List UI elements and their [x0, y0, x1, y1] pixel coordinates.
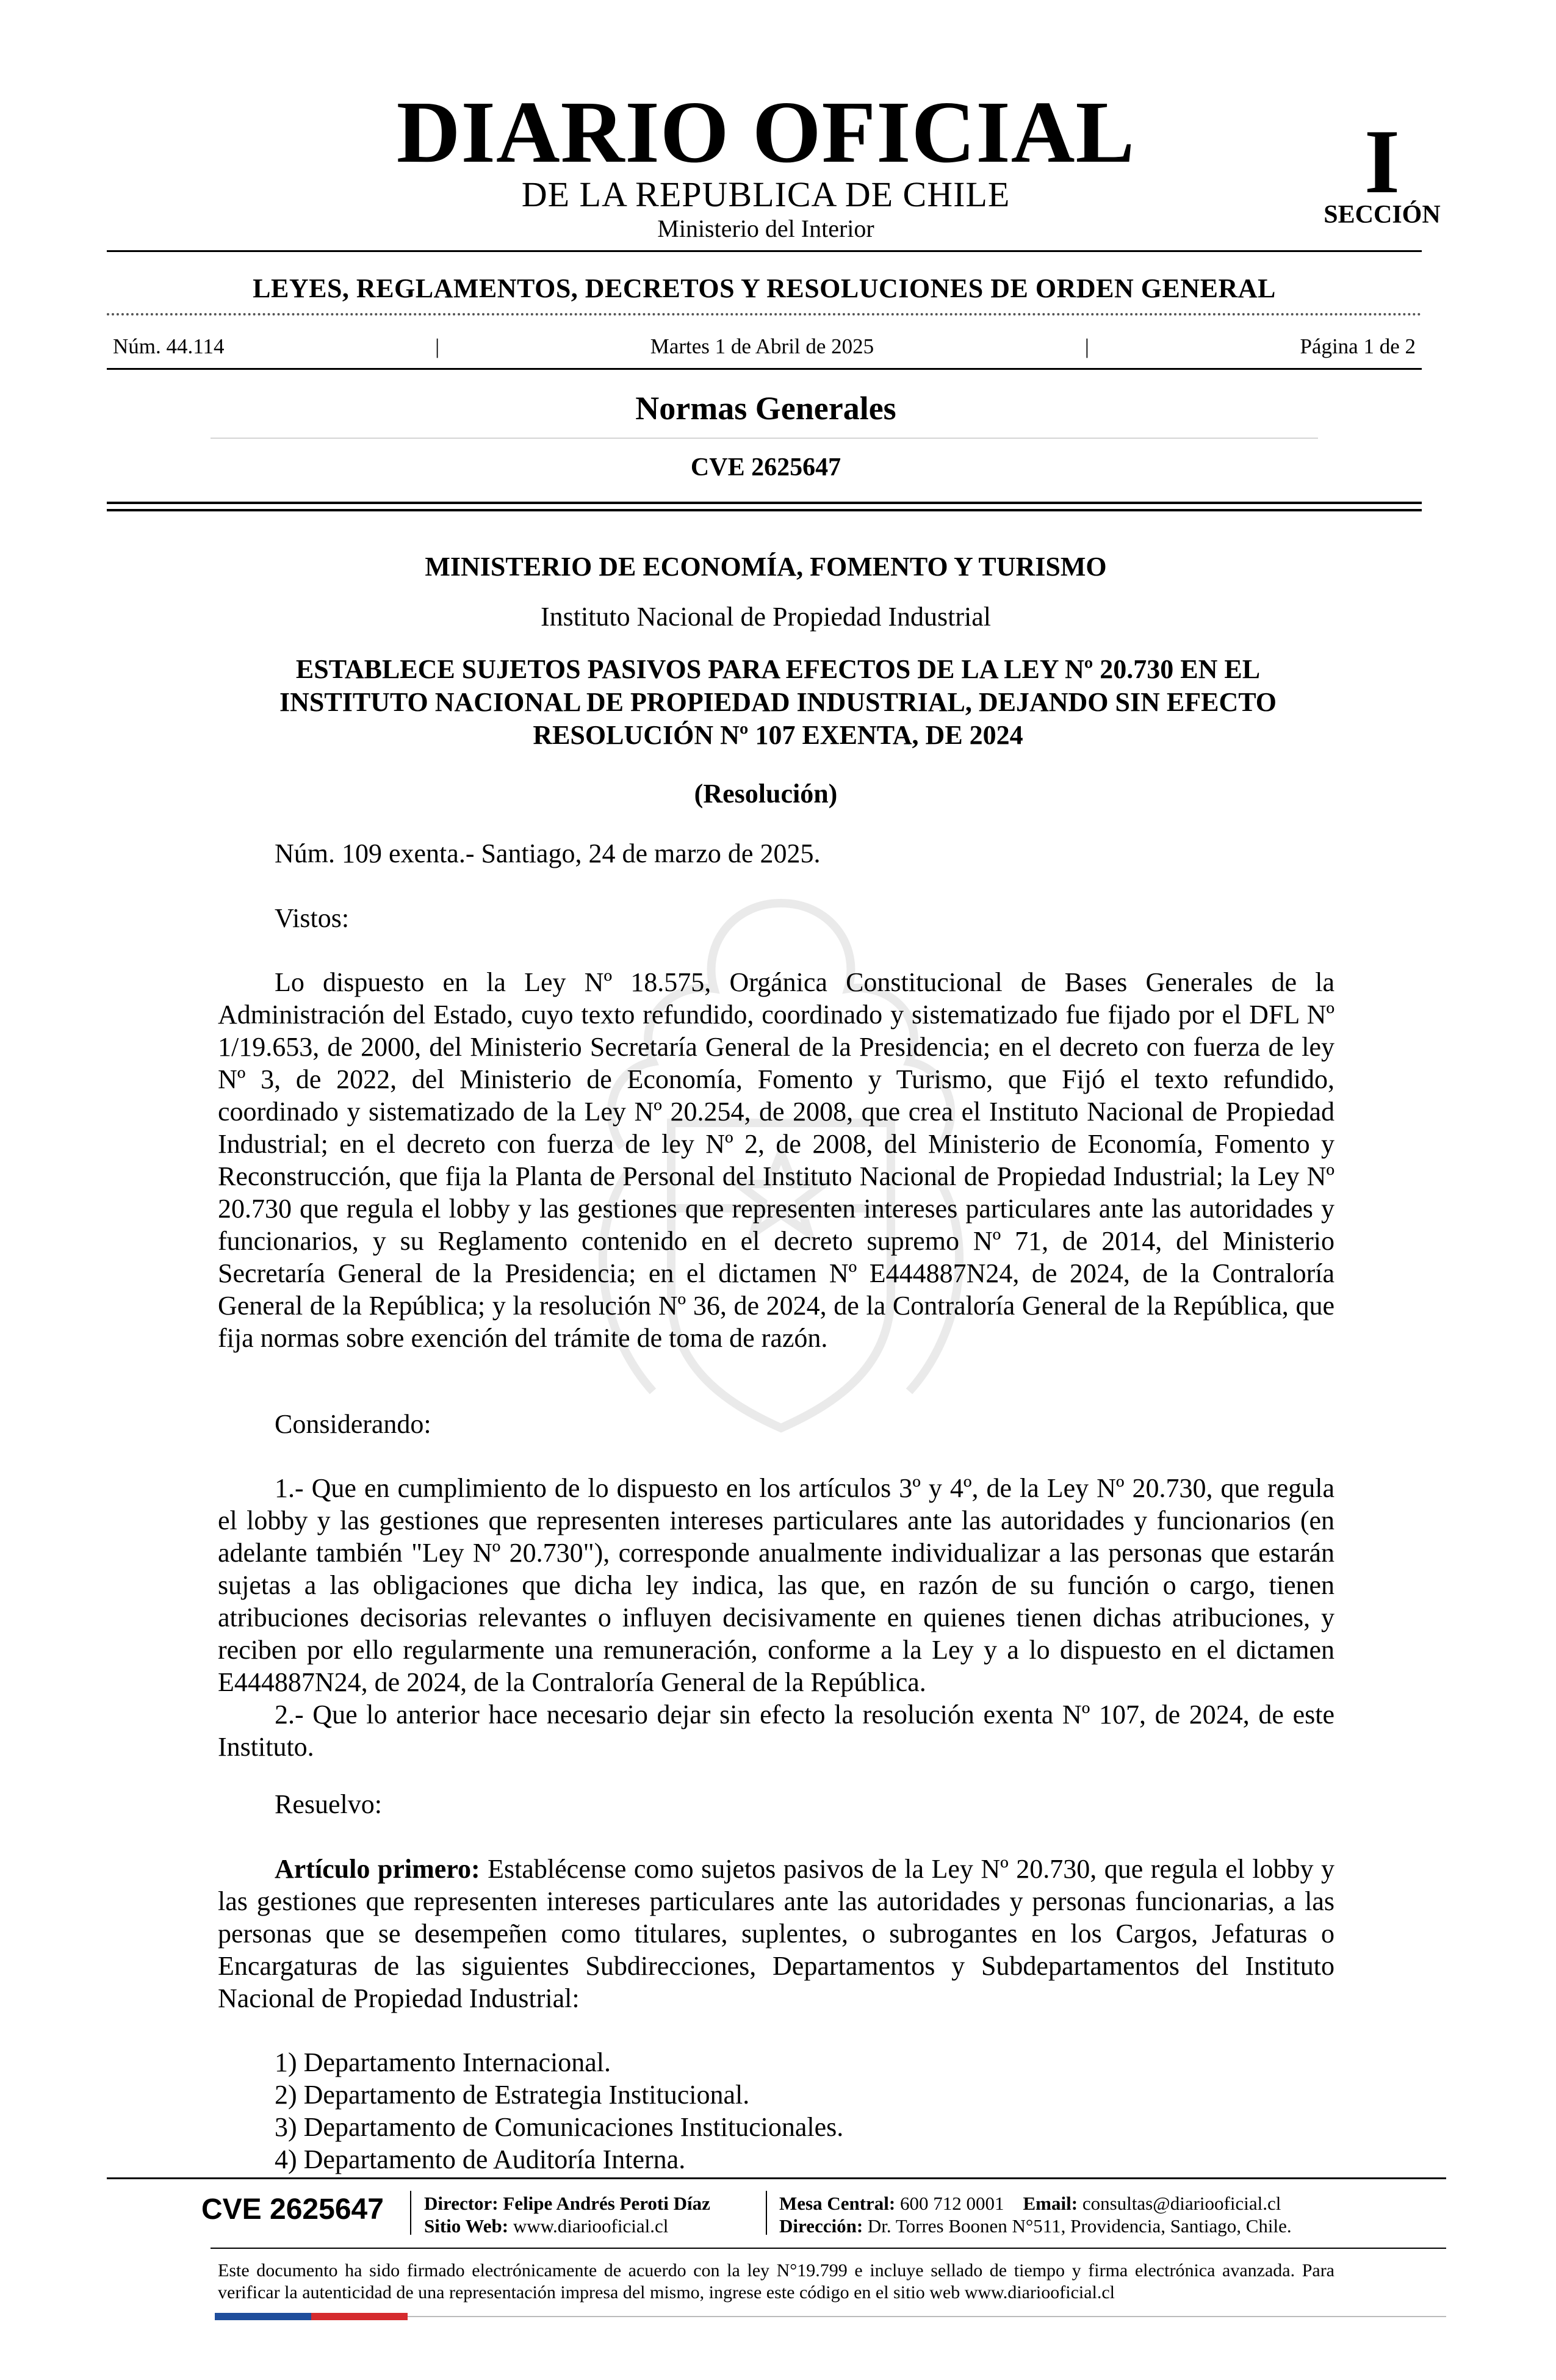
footer-rule-secondary [211, 2248, 1446, 2249]
list-item: 2) Departamento de Estrategia Institucional. [275, 2080, 750, 2110]
meta-rule [107, 368, 1422, 370]
resolution-type: (Resolución) [694, 779, 838, 809]
email-link[interactable]: consultas@diariooficial.cl [1082, 2193, 1281, 2214]
footer-separator [766, 2191, 767, 2235]
resuelvo-heading: Resuelvo: [275, 1789, 382, 1819]
director-name: Felipe Andrés Peroti Díaz [503, 2193, 710, 2214]
email-label: Email: [1023, 2193, 1078, 2214]
header-rule-top [107, 250, 1422, 252]
section-number: I [1364, 111, 1400, 212]
phone-value: 600 712 0001 [900, 2193, 1004, 2214]
list-item: 1) Departamento Internacional. [275, 2047, 611, 2077]
list-item: 4) Departamento de Auditoría Interna. [275, 2144, 686, 2174]
address-value: Dr. Torres Boonen N°511, Providencia, Santiago, Chile. [867, 2215, 1292, 2237]
cve-code: CVE 2625647 [690, 453, 841, 481]
director-label: Director: [424, 2193, 499, 2214]
resolution-number-date: Núm. 109 exenta.- Santiago, 24 de marzo de 2025. [275, 838, 821, 868]
category-heading: LEYES, REGLAMENTOS, DECRETOS Y RESOLUCIONES DE ORDEN GENERAL [253, 273, 1276, 303]
header-double-rule-2 [107, 509, 1422, 511]
phone-label: Mesa Central: [779, 2193, 896, 2214]
footer-contact-block [779, 2192, 1292, 2237]
considerando-heading: Considerando: [275, 1409, 431, 1439]
footer-rule [107, 2177, 1446, 2179]
masthead-title: DIARIO OFICIAL [396, 84, 1136, 181]
footer-director-block [424, 2192, 710, 2237]
meta-separator: | [1084, 334, 1089, 358]
page-indicator: Página 1 de 2 [1300, 334, 1416, 358]
website-label: Sitio Web: [424, 2215, 509, 2237]
considerando-2: 2.- Que lo anterior hace necesario dejar sin efecto la resolución exenta Nº 107, de 2024, de este Instituto. [218, 1700, 1334, 1762]
norm-type-title: Normas Generales [635, 390, 896, 427]
article-1-label: Artículo primero: [275, 1854, 480, 1884]
flag-stripe-line [408, 2316, 1446, 2317]
meta-separator: | [435, 334, 440, 358]
resolution-title: ESTABLECE SUJETOS PASIVOS PARA EFECTOS DE LA LEY Nº 20.730 EN EL INSTITUTO NACIONAL DE PROPIEDAD INDUSTRIAL, DEJANDO SIN EFECTO RESOLUCIÓN Nº 107 EXENTA, DE 2024 [279, 654, 1277, 750]
flag-stripe-blue [215, 2313, 311, 2320]
issue-number: Núm. 44.114 [113, 334, 225, 358]
ministry-heading: MINISTERIO DE ECONOMÍA, FOMENTO Y TURISMO [425, 552, 1107, 582]
footer-separator [410, 2191, 411, 2235]
considerando-1: 1.- Que en cumplimiento de lo dispuesto en los artículos 3º y 4º, de la Ley Nº 20.730, que regula el lobby y las gestiones que representen intereses particulares ante las autoridades y funcionarios (en adelante también "Ley Nº 20.730"), corresponde anualmente individualizar a las personas que estarán sujetas a las obligaciones que dicha ley indica, las que, en razón de su función o cargo, tienen atribuciones decisorias relevantes o influyen decisivamente en quienes tienen dichas atribuciones, y reciben por ello regularmente una remuneración, conforme a la Ley y a lo dispuesto en el dictamen E444887N24, de 2024, de la Contraloría General de la República. [218, 1473, 1334, 1697]
header-dotted-rule [107, 313, 1422, 316]
vistos-heading: Vistos: [275, 903, 350, 933]
flag-stripe-red [311, 2313, 408, 2320]
norm-divider [211, 438, 1318, 439]
masthead-ministry: Ministerio del Interior [657, 215, 874, 242]
list-item: 3) Departamento de Comunicaciones Institucionales. [275, 2112, 844, 2142]
issue-date: Martes 1 de Abril de 2025 [650, 334, 874, 358]
website-link[interactable]: www.diariooficial.cl [513, 2215, 669, 2237]
header-double-rule-1 [107, 502, 1422, 504]
electronic-signature-note: Este documento ha sido firmado electrónicamente de acuerdo con la ley N°19.799 e incluye sellado de tiempo y firma electrónica avanzada. Para verificar la autenticidad de una representación impresa del mismo, ingrese este código en el sitio web www.diariooficial.cl [218, 2260, 1334, 2302]
footer-cve-code: CVE 2625647 [201, 2193, 384, 2226]
article-1-text: Establécense como sujetos pasivos de la Ley Nº 20.730, que regula el lobby y las gestiones que representen intereses particulares ante las autoridades y personas funcionarias, a las personas que se desempeñen como titulares, suplentes, o subrogantes en los Cargos, Jefaturas o Encargaturas de las siguientes Subdirecciones, Departamentos y Subdepartamentos del Instituto Nacional de Propiedad Industrial: [218, 1854, 1335, 2013]
address-label: Dirección: [779, 2215, 863, 2237]
agency-heading: Instituto Nacional de Propiedad Industrial [540, 602, 992, 632]
vistos-paragraph: Lo dispuesto en la Ley Nº 18.575, Orgánica Constitucional de Bases Generales de la Administración del Estado, cuyo texto refundido, coordinado y sistematizado fue fijado por el DFL Nº 1/19.653, de 2000, del Ministerio Secretaría General de la Presidencia; en el decreto con fuerza de ley Nº 3, de 2022, del Ministerio de Economía, Fomento y Turismo, que Fijó el texto refundido, coordinado y sistematizado de la Ley Nº 20.254, de 2008, que crea el Instituto Nacional de Propiedad Industrial; en el decreto con fuerza de ley Nº 2, de 2008, del Ministerio de Economía, Fomento y Reconstrucción, que fija la Planta de Personal del Instituto Nacional de Propiedad Industrial; la Ley Nº 20.730 que regula el lobby y las gestiones que representen intereses particulares ante las autoridades y funcionarios, y su Reglamento contenido en el decreto supremo Nº 71, de 2014, del Ministerio Secretaría General de la Presidencia; en el dictamen Nº E444887N24, de 2024, de la Contraloría General de la República; y la resolución Nº 36, de 2024, de la Contraloría General de la República, que fija normas sobre exención del trámite de toma de razón. [218, 967, 1334, 1353]
section-label: SECCIÓN [1324, 201, 1441, 229]
masthead-subtitle: DE LA REPUBLICA DE CHILE [521, 175, 1010, 214]
article-1 [218, 1853, 1334, 2014]
issue-meta-row [113, 333, 1416, 360]
